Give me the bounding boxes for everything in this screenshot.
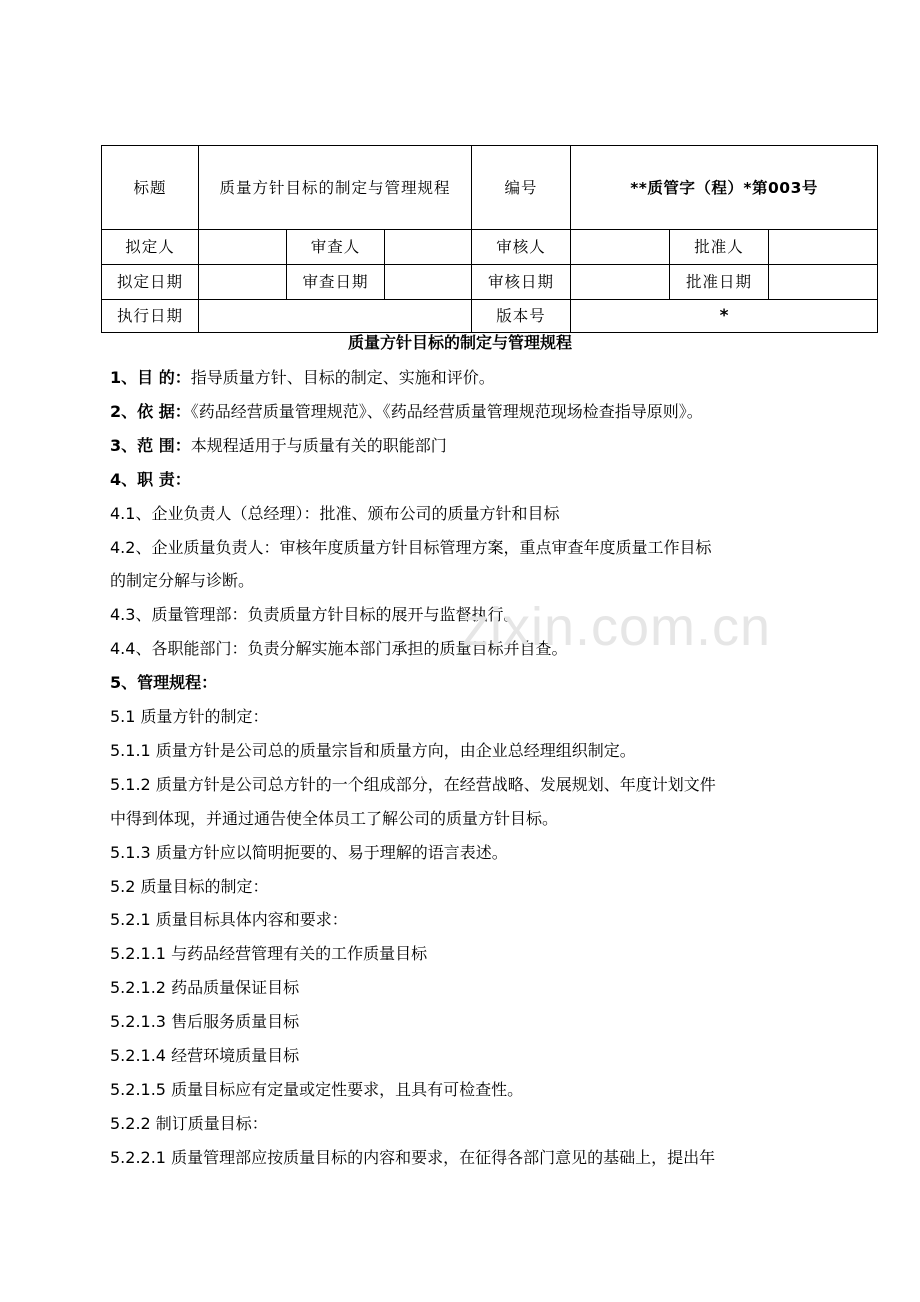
number-value: **质管字（程）*第003号 <box>571 146 878 230</box>
audit-date-value <box>571 265 670 300</box>
line-text: 本规程适用于与质量有关的职能部门 <box>190 435 447 455</box>
review-date-value <box>385 265 472 300</box>
header-table <box>101 145 878 333</box>
section-heading: 4、职 责： <box>110 469 191 489</box>
body-line <box>110 977 815 999</box>
body-line <box>110 570 815 592</box>
body-line <box>110 672 815 694</box>
body-line <box>110 401 815 423</box>
effective-date-value <box>199 300 472 333</box>
line-text: 5.2.2.1 质量管理部应按质量目标的内容和要求，在征得各部门意见的基础上，提出年 <box>110 1147 716 1167</box>
line-text: 5.2.1.3 售后服务质量目标 <box>110 1012 300 1032</box>
line-text: 5.1.3 质量方针应以简明扼要的、易于理解的语言表述。 <box>110 842 508 862</box>
line-text: 5.1.1 质量方针是公司总的质量宗旨和质量方向，由企业总经理组织制定。 <box>110 740 636 760</box>
approver-label: 批准人 <box>670 230 769 265</box>
body-line <box>110 469 815 491</box>
title-value: 质量方针目标的制定与管理规程 <box>199 146 472 230</box>
line-text: 5.2.1.1 与药品经营管理有关的工作质量目标 <box>110 944 428 964</box>
body-line <box>110 503 815 525</box>
line-text: 的制定分解与诊断。 <box>110 571 255 591</box>
line-text: 5.2.2 制订质量目标： <box>110 1113 268 1133</box>
line-text: 《药品经营质量管理规范》、《药品经营质量管理规范现场检查指导原则》。 <box>190 401 703 421</box>
body-line <box>110 1113 815 1135</box>
body-line <box>110 909 815 931</box>
line-text: 5.1 质量方针的制定： <box>110 707 269 726</box>
header-row-people <box>102 230 878 265</box>
section-heading: 5、管理规程： <box>110 673 218 693</box>
line-text: 5.2.1.2 药品质量保证目标 <box>110 978 300 998</box>
drafter-label: 拟定人 <box>102 230 199 265</box>
body-line <box>110 1147 815 1169</box>
title-label: 标题 <box>102 146 199 230</box>
approve-date-value <box>769 265 878 300</box>
section-heading: 1、目 的： <box>110 368 191 387</box>
body-line <box>110 537 815 559</box>
line-text: 4.2、企业质量负责人：审核年度质量方针目标管理方案，重点审查年度质量工作目标 <box>110 537 712 557</box>
body-line <box>110 367 815 389</box>
line-text: 4.3、质量管理部：负责质量方针目标的展开与监督执行。 <box>110 605 520 625</box>
header-row-version <box>102 300 878 333</box>
auditor-value <box>571 230 670 265</box>
auditor-label: 审核人 <box>472 230 571 265</box>
body-line <box>110 943 815 965</box>
watermark: zixin.com.cn <box>462 597 772 657</box>
header-row-title <box>102 146 878 230</box>
body-line <box>110 842 815 864</box>
section-heading: 3、范 围： <box>110 435 191 455</box>
version-label: 版本号 <box>472 300 571 333</box>
line-text: 中得到体现，并通过通告使全体员工了解公司的质量方针目标。 <box>110 808 559 828</box>
reviewer-label: 审查人 <box>287 230 385 265</box>
body-line <box>110 1045 815 1067</box>
body-line <box>110 876 815 898</box>
section-heading: 2、依 据： <box>110 401 191 421</box>
line-text: 5.2.1.5 质量目标应有定量或定性要求，且具有可检查性。 <box>110 1079 524 1099</box>
drafter-value <box>199 230 287 265</box>
body-line <box>110 808 815 830</box>
line-text: 4.1、企业负责人（总经理）：批准、颁布公司的质量方针和目标 <box>110 503 560 523</box>
reviewer-value <box>385 230 472 265</box>
approve-date-label: 批准日期 <box>670 265 769 300</box>
body-line <box>110 435 815 457</box>
line-text: 5.1.2 质量方针是公司总方针的一个组成部分，在经营战略、发展规划、年度计划文件 <box>110 774 716 794</box>
line-text: 5.2 质量目标的制定： <box>110 876 269 896</box>
header-row-dates <box>102 265 878 300</box>
body-line <box>110 706 815 728</box>
body-line <box>110 774 815 796</box>
draft-date-value <box>199 265 287 300</box>
draft-date-label: 拟定日期 <box>102 265 199 300</box>
approver-value <box>769 230 878 265</box>
version-value: * <box>571 300 878 333</box>
line-text: 4.4、各职能部门：负责分解实施本部门承担的质量目标并自查。 <box>110 639 568 659</box>
review-date-label: 审查日期 <box>287 265 385 300</box>
line-text: 指导质量方针、目标的制定、实施和评价。 <box>190 368 495 387</box>
line-text: 5.2.1 质量目标具体内容和要求： <box>110 910 348 930</box>
audit-date-label: 审核日期 <box>472 265 571 300</box>
body-line <box>110 740 815 762</box>
number-label: 编号 <box>472 146 571 230</box>
document-title: 质量方针目标的制定与管理规程 <box>347 333 572 352</box>
body-line <box>110 1011 815 1033</box>
body-line <box>110 1079 815 1101</box>
line-text: 5.2.1.4 经营环境质量目标 <box>110 1046 300 1065</box>
effective-date-label: 执行日期 <box>102 300 199 333</box>
